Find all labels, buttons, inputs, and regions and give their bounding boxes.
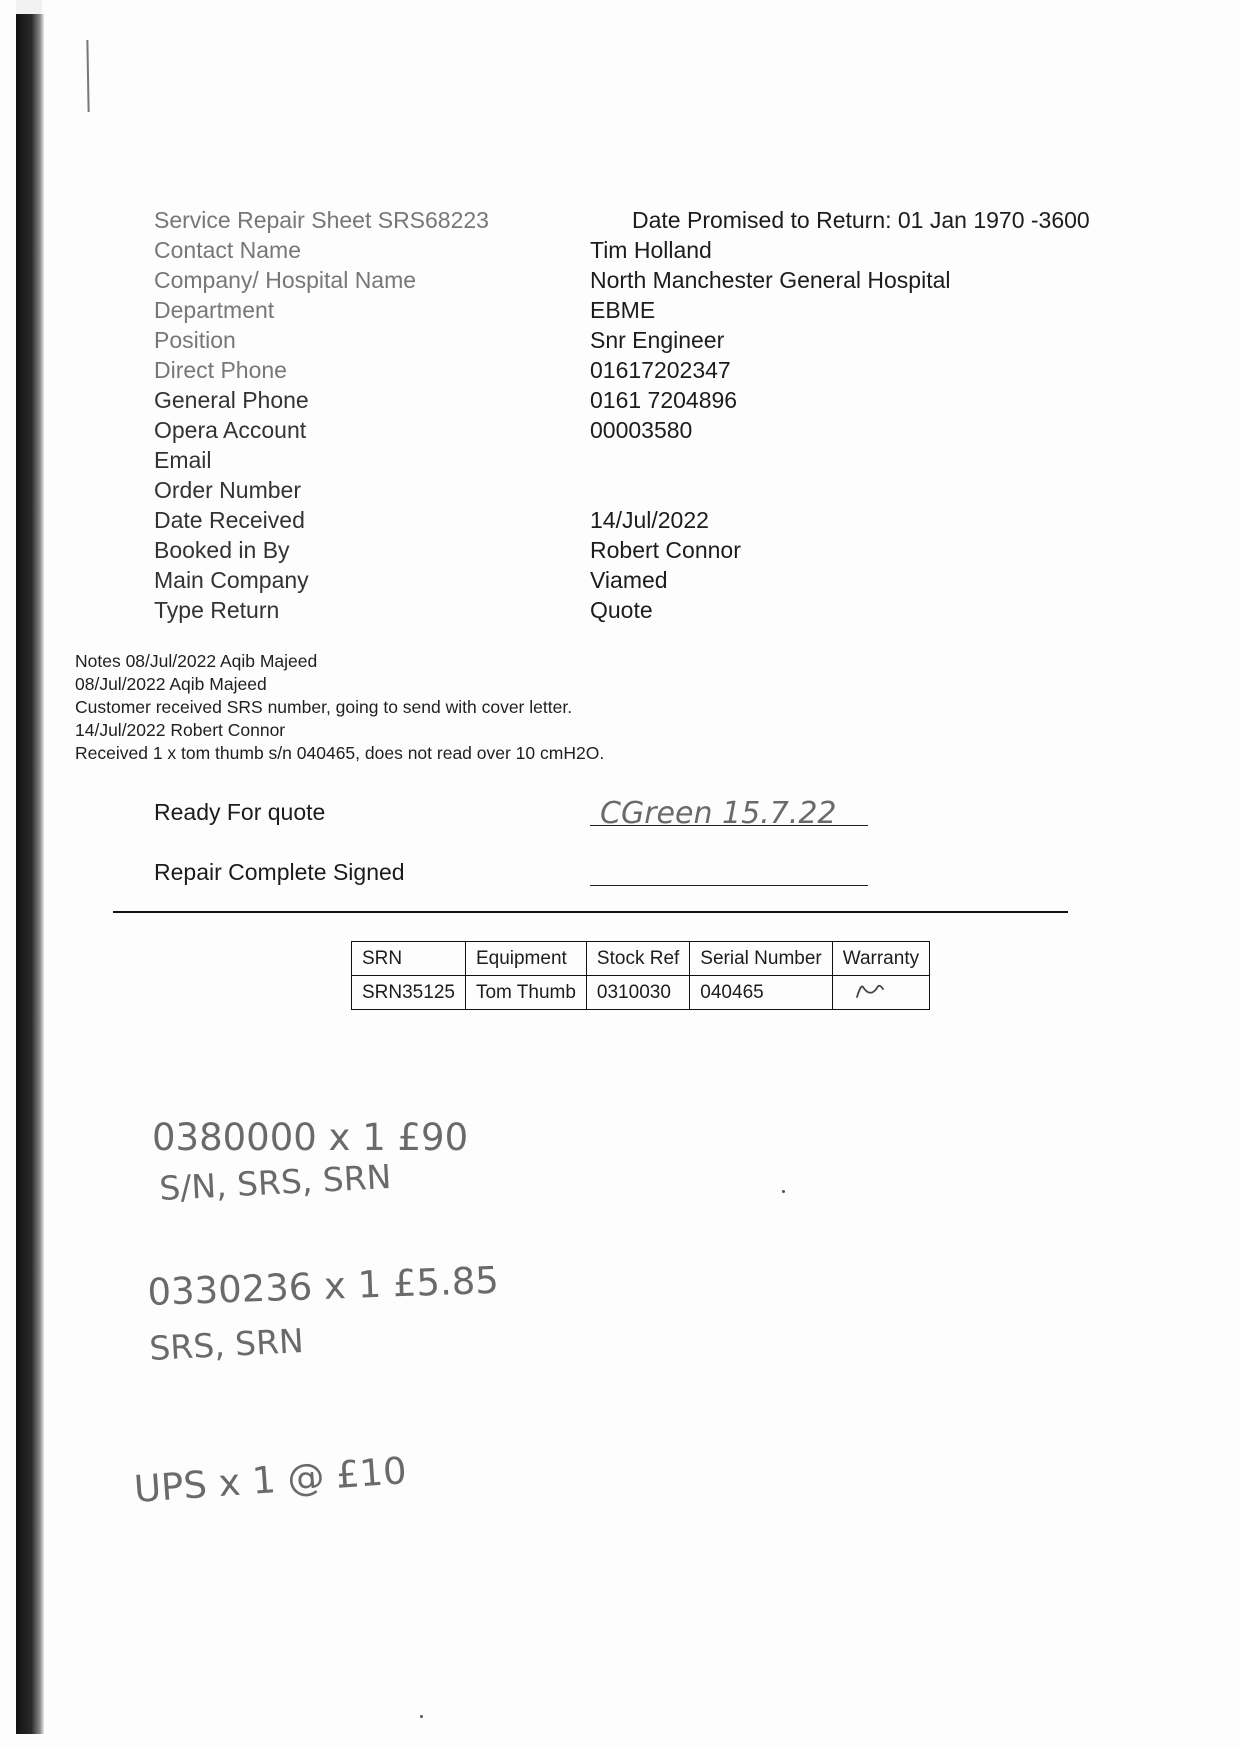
value-direct-phone: 01617202347 — [590, 357, 731, 383]
notes-line: 14/Jul/2022 Robert Connor — [75, 720, 286, 740]
scan-speck — [420, 1715, 423, 1718]
value-general-phone: 0161 7204896 — [590, 387, 738, 413]
header-warranty: Warranty — [832, 942, 929, 976]
table-header-row — [352, 942, 930, 976]
label-company: Company/ Hospital Name — [154, 267, 417, 293]
label-booked-in-by: Booked in By — [154, 537, 290, 563]
ready-signature-line — [590, 825, 868, 826]
cell-srn: SRN35125 — [352, 976, 466, 1010]
handwritten-line: S/N, SRS, SRN — [158, 1156, 393, 1208]
value-booked-in-by: Robert Connor — [590, 537, 741, 563]
sheet-title: Service Repair Sheet SRS68223 — [154, 207, 489, 233]
label-order-number: Order Number — [154, 477, 301, 503]
handwritten-line: 0330236 x 1 £5.85 — [146, 1258, 500, 1314]
handwritten-line: UPS x 1 @ £10 — [132, 1449, 408, 1511]
section-divider — [113, 911, 1068, 913]
value-company: North Manchester General Hospital — [590, 267, 951, 293]
value-department: EBME — [590, 297, 656, 323]
scan-mark — [86, 40, 89, 112]
value-position: Snr Engineer — [590, 327, 725, 353]
cell-warranty — [832, 976, 929, 1010]
value-main-company: Viamed — [590, 567, 668, 593]
equipment-table — [351, 941, 930, 1010]
label-main-company: Main Company — [154, 567, 309, 593]
label-contact-name: Contact Name — [154, 237, 302, 263]
date-promised: Date Promised to Return: 01 Jan 1970 -3600 — [632, 207, 1090, 233]
ready-for-quote-label: Ready For quote — [154, 799, 326, 825]
value-contact-name: Tim Holland — [590, 237, 712, 263]
ready-signature: CGreen 15.7.22 — [600, 796, 837, 831]
label-general-phone: General Phone — [154, 387, 309, 413]
label-department: Department — [154, 297, 275, 323]
notes-line: Received 1 x tom thumb s/n 040465, does not read over 10 cmH2O. — [75, 743, 605, 763]
cell-stock-ref: 0310030 — [586, 976, 689, 1010]
label-opera-account: Opera Account — [154, 417, 307, 443]
header-srn: SRN — [352, 942, 466, 976]
warranty-handwritten-mark — [843, 978, 903, 1002]
header-stock-ref: Stock Ref — [586, 942, 689, 976]
repair-complete-label: Repair Complete Signed — [154, 859, 405, 885]
header-equipment: Equipment — [465, 942, 586, 976]
notes-block — [75, 650, 604, 765]
value-type-return: Quote — [590, 597, 653, 623]
notes-line: Customer received SRS number, going to send with cover letter. — [75, 697, 573, 717]
notes-line: 08/Jul/2022 Aqib Majeed — [75, 674, 267, 694]
table-row — [352, 976, 930, 1010]
value-date-received: 14/Jul/2022 — [590, 507, 709, 533]
scan-speck — [782, 1190, 785, 1193]
handwritten-line: SRS, SRN — [148, 1320, 305, 1368]
label-email: Email — [154, 447, 212, 473]
label-direct-phone: Direct Phone — [154, 357, 287, 383]
cell-serial-number: 040465 — [690, 976, 832, 1010]
handwritten-line: 0380000 x 1 £90 — [152, 1116, 469, 1159]
notes-line: Notes 08/Jul/2022 Aqib Majeed — [75, 651, 318, 671]
header-serial-number: Serial Number — [690, 942, 832, 976]
label-date-received: Date Received — [154, 507, 305, 533]
label-position: Position — [154, 327, 236, 353]
cell-equipment: Tom Thumb — [465, 976, 586, 1010]
label-type-return: Type Return — [154, 597, 280, 623]
value-opera-account: 00003580 — [590, 417, 693, 443]
scan-edge-shadow — [16, 14, 44, 1734]
repair-complete-signature-line — [590, 885, 868, 886]
scan-edge-cap — [16, 0, 42, 14]
